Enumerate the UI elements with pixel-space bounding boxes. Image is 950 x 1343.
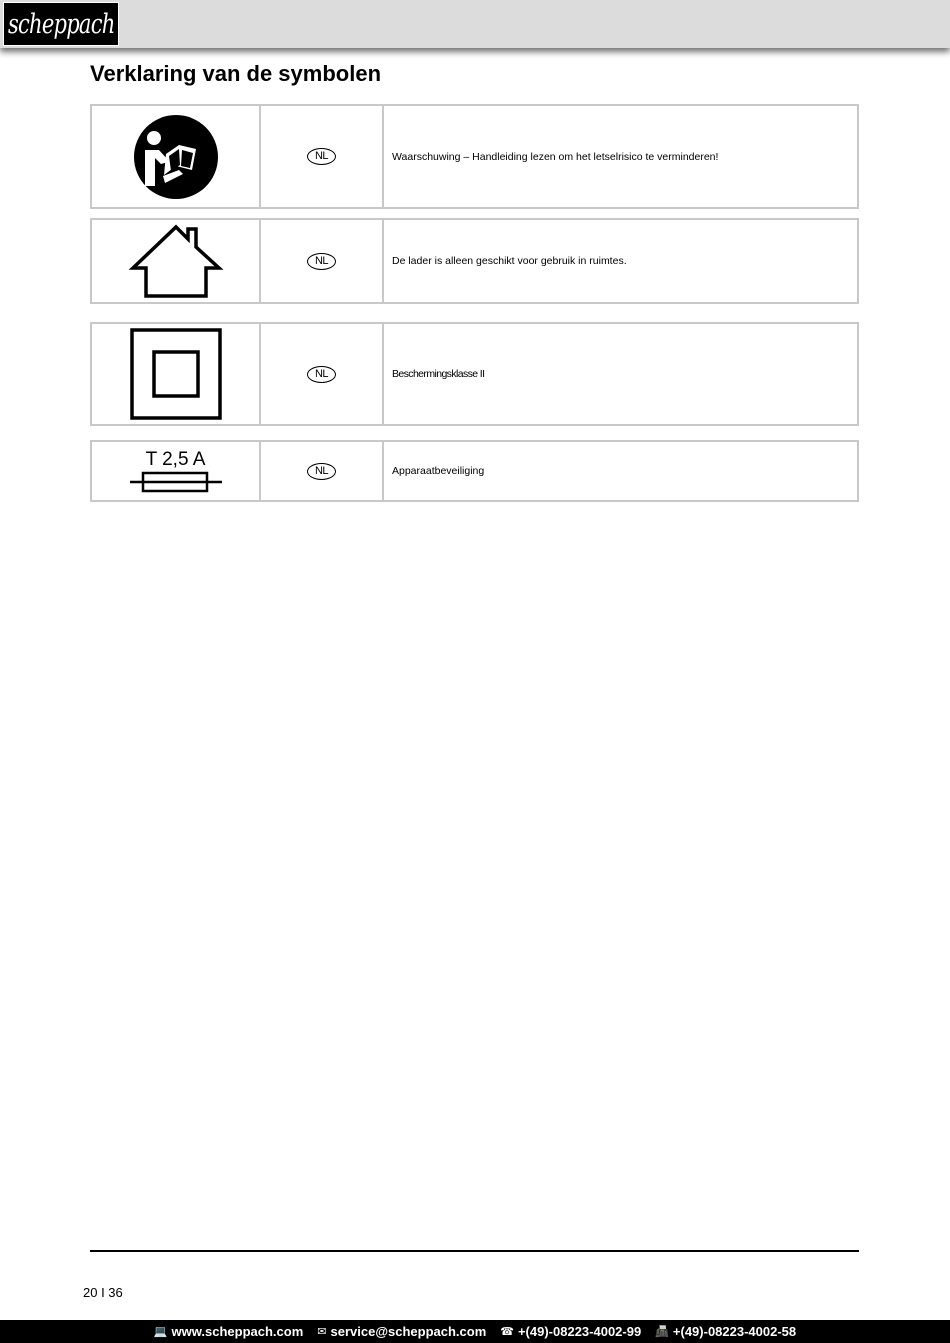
- language-badge: NL: [307, 253, 336, 270]
- symbol-icon-cell: [92, 106, 261, 207]
- email-icon: ✉: [317, 1326, 327, 1338]
- fax-icon: 📠: [655, 1326, 669, 1338]
- protection-class-ii-icon: [130, 328, 222, 420]
- header-bar: [0, 0, 950, 48]
- language-badge: NL: [307, 366, 336, 383]
- symbol-row: [90, 440, 859, 502]
- description-cell: Apparaatbeveiliging: [392, 465, 485, 477]
- fuse-icon: [130, 470, 222, 494]
- language-badge: NL: [307, 148, 336, 165]
- website-link[interactable]: www.scheppach.com: [171, 1324, 304, 1339]
- phone-icon: ☎: [500, 1326, 514, 1338]
- language-cell: [261, 324, 384, 424]
- contact-bar: [0, 1320, 950, 1343]
- brand-logo: [3, 2, 119, 46]
- symbol-icon-cell: [92, 220, 261, 302]
- read-manual-icon: [133, 114, 219, 200]
- computer-icon: 💻: [153, 1326, 168, 1338]
- house-icon: [128, 224, 224, 298]
- website-contact[interactable]: [154, 1324, 303, 1339]
- description-cell: De lader is alleen geschikt voor gebruik in ruimtes.: [392, 255, 627, 267]
- language-cell: [261, 220, 384, 302]
- footer-divider: [90, 1250, 859, 1252]
- symbol-row: [90, 104, 859, 209]
- description-cell: Beschermingsklasse II: [392, 368, 485, 380]
- language-cell: [261, 106, 384, 207]
- symbol-icon-cell: [92, 442, 261, 500]
- language-cell: [261, 442, 384, 500]
- fax-number: +(49)-08223-4002-58: [672, 1324, 797, 1339]
- fax-contact: [655, 1324, 796, 1339]
- description-cell: Waarschuwing – Handleiding lezen om het letselrisico te verminderen!: [392, 150, 719, 163]
- page-number: 20 I 36: [83, 1285, 123, 1300]
- logo-text: scheppach: [7, 8, 115, 40]
- symbol-icon-cell: [92, 324, 261, 424]
- language-badge: NL: [307, 463, 336, 480]
- email-contact[interactable]: [317, 1324, 486, 1339]
- phone-contact: [500, 1324, 641, 1339]
- page-title: Verklaring van de symbolen: [90, 61, 382, 86]
- fuse-rating-label: T 2,5 A: [145, 449, 206, 470]
- symbol-row: [90, 322, 859, 426]
- symbol-row: [90, 218, 859, 304]
- email-link[interactable]: service@scheppach.com: [330, 1324, 487, 1339]
- phone-number: +(49)-08223-4002-99: [517, 1324, 642, 1339]
